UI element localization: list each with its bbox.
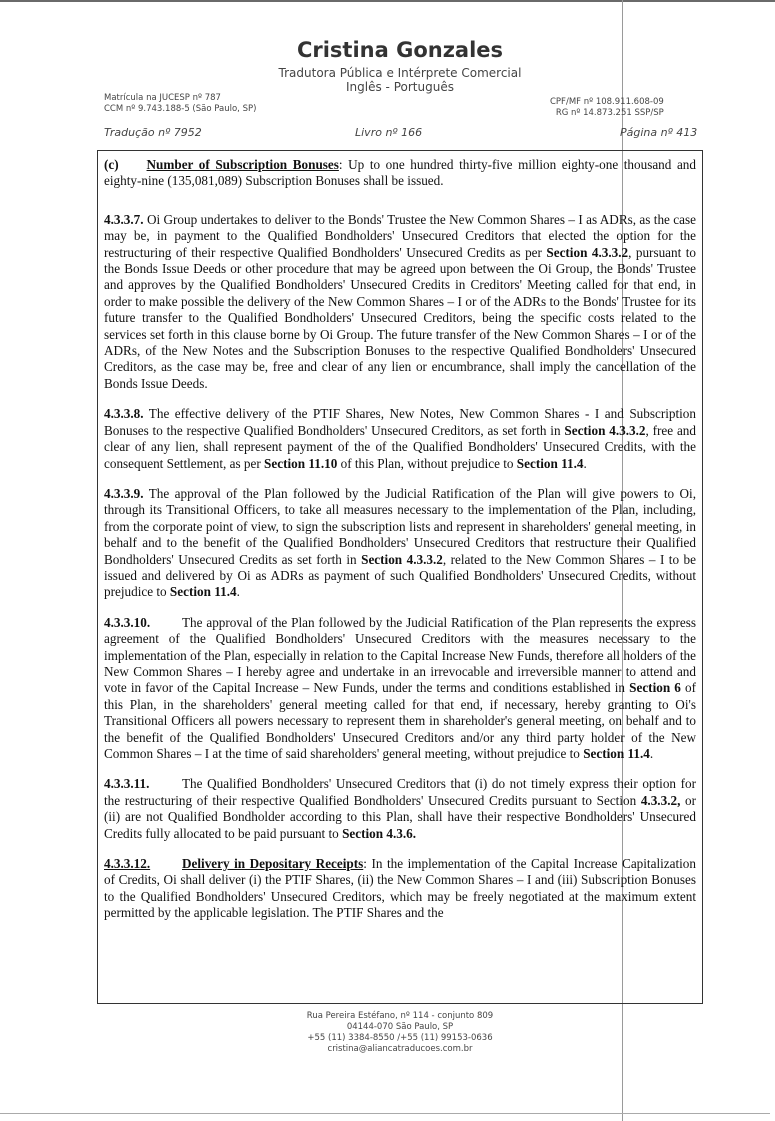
matricula: Matrícula na JUCESP nº 787 <box>104 93 221 103</box>
paragraph-4-3-3-11: 4.3.3.11. The Qualified Bondholders' Unsecured Creditors that (i) do not timely express their option for the restructuring of their respective Qualified Bondholders' Unsecured Credits pursuant to Section 4.3.3.2, or (ii) are not Qualified Bondholder according to this Plan, shall have their respective Bondholders' Unsecured Credits fully allocated to be paid pursuant to Section 4.3.6. <box>104 776 696 841</box>
ccm: CCM nº 9.743.188-5 (São Paulo, SP) <box>104 104 257 114</box>
paragraph-4-3-3-8: 4.3.3.8. The effective delivery of the PTIF Shares, New Notes, New Common Shares - I and Subscription Bonuses to the respective Qualified Bondholders' Unsecured Creditors, as set forth in Section 4.3.3.2, free and clear of any lien, shall represent payment of the of the Qualified Bondholders' Unsecured Credits, with the consequent Settlement, as per Section 11.10 of this Plan, without prejudice to Section 11.4. <box>104 406 696 471</box>
registration-info <box>104 93 256 115</box>
translator-title: Tradutora Pública e Intérprete Comercial <box>278 66 522 80</box>
paragraph-4-3-3-9: 4.3.3.9. The approval of the Plan followed by the Judicial Ratification of the Plan will give powers to Oi, through its Transitional Officers, to take all measures necessary to the implementation of the Plan, including, from the corporate point of view, to sign the subscription lists and represent in shareholders' general meeting, in behalf and to the benefit of the Qualified Bondholders' Unsecured Creditors that restructure their Qualified Bondholders' Unsecured Credits as set forth in Section 4.3.3.2, related to the New Common Shares – I to be issued and delivered by Oi as ADRs as payment of such Qualified Bondholders' Unsecured Credits, without prejudice to Section 11.4. <box>104 485 696 600</box>
translator-languages: Inglês - Português <box>346 80 454 94</box>
footer-city: 04144-070 São Paulo, SP <box>346 1022 454 1032</box>
footer-phone: +55 (11) 3384-8550 /+55 (11) 99153-0636 <box>307 1033 493 1043</box>
paragraph-c: (c) Number of Subscription Bonuses: Up to one hundred thirty-five million eighty-one thousand and eighty-nine (135,081,089) Subscription Bonuses shall be issued. <box>104 157 696 189</box>
document-body <box>104 157 696 936</box>
rg: RG nº 14.873.251 SSP/SP <box>555 108 664 118</box>
paragraph-4-3-3-10: 4.3.3.10. The approval of the Plan followed by the Judicial Ratification of the Plan represents the express agreement of the Qualified Bondholders' Unsecured Creditors with the measures necessary to the implementation of the Plan, especially in relation to the Capital Increase New Funds, therefore all holders of the New Common Shares – I hereby agree and undertake in an irrevocable and irreversible manner to attend and vote in favor of the Capital Increase – New Funds, under the terms and conditions established in Section 6 of this Plan, in the shareholders' general meeting called for that end, if necessary, hereby granting to Oi's Transitional Officers all powers necessary to represent them in shareholder's general meeting, on behalf and to the benefit of the Qualified Bondholders' Unsecured Creditors and/or any third party holder of the New Common Shares – I at the time of said shareholders' general meeting, without prejudice to Section 11.4. <box>104 614 696 761</box>
cpf: CPF/MF nº 108.911.608-09 <box>550 97 664 107</box>
page-number: Página nº 413 <box>620 126 698 139</box>
paragraph-4-3-3-12: 4.3.3.12. Delivery in Depositary Receipts: In the implementation of the Capital Increase Capitalization of Credits, Oi shall deliver (i) the PTIF Shares, (ii) the New Common Shares – I and (iii) Subscription Bonuses to the Qualified Bondholders' Unsecured Creditors, which may be freely negotiated at the maximum extent permitted by the applicable legislation. The PTIF Shares and the <box>104 856 696 921</box>
bottom-line <box>0 1113 770 1114</box>
translation-number: Tradução nº 7952 <box>104 126 202 139</box>
book-number: Livro nº 166 <box>355 126 423 139</box>
top-border-line <box>0 0 775 2</box>
footer-address: Rua Pereira Estéfano, nº 114 - conjunto 809 <box>306 1011 494 1021</box>
paragraph-4-3-3-7: 4.3.3.7. Oi Group undertakes to deliver to the Bonds' Trustee the New Common Shares – I as ADRs, as the case may be, in payment to the Qualified Bondholders' Unsecured Creditors that elected the option for the restructuring of their respective Qualified Bondholders' Unsecured Credits as per Section 4.3.3.2, pursuant to the Bonds Issue Deeds or other procedure that may be agreed upon between the Oi Group, the Bonds' Trustee and approves by the Qualified Bondholders' Unsecured Credits in Creditors' Meeting called for that end, in order to make possible the delivery of the New Common Shares – I or of the ADRs to the Bonds' Trustee for its future transfer to the Qualified Bondholders' Unsecured Creditors, being the specific costs related to the services set forth in this clause borne by Oi Group. The future transfer of the New Common Shares – I or of the ADRs, of the New Notes and the Subscription Bonuses to the respective Qualified Bondholders' Unsecured Creditors, as the case may be, free and clear of any lien or encumbrance, shall imply the cancellation of the Bonds Issue Deeds. <box>104 211 696 391</box>
footer <box>0 1011 775 1055</box>
translator-name: Cristina Gonzales <box>296 38 504 62</box>
id-info <box>550 97 664 119</box>
footer-email: cristina@aliancatraducoes.com.br <box>327 1044 473 1054</box>
